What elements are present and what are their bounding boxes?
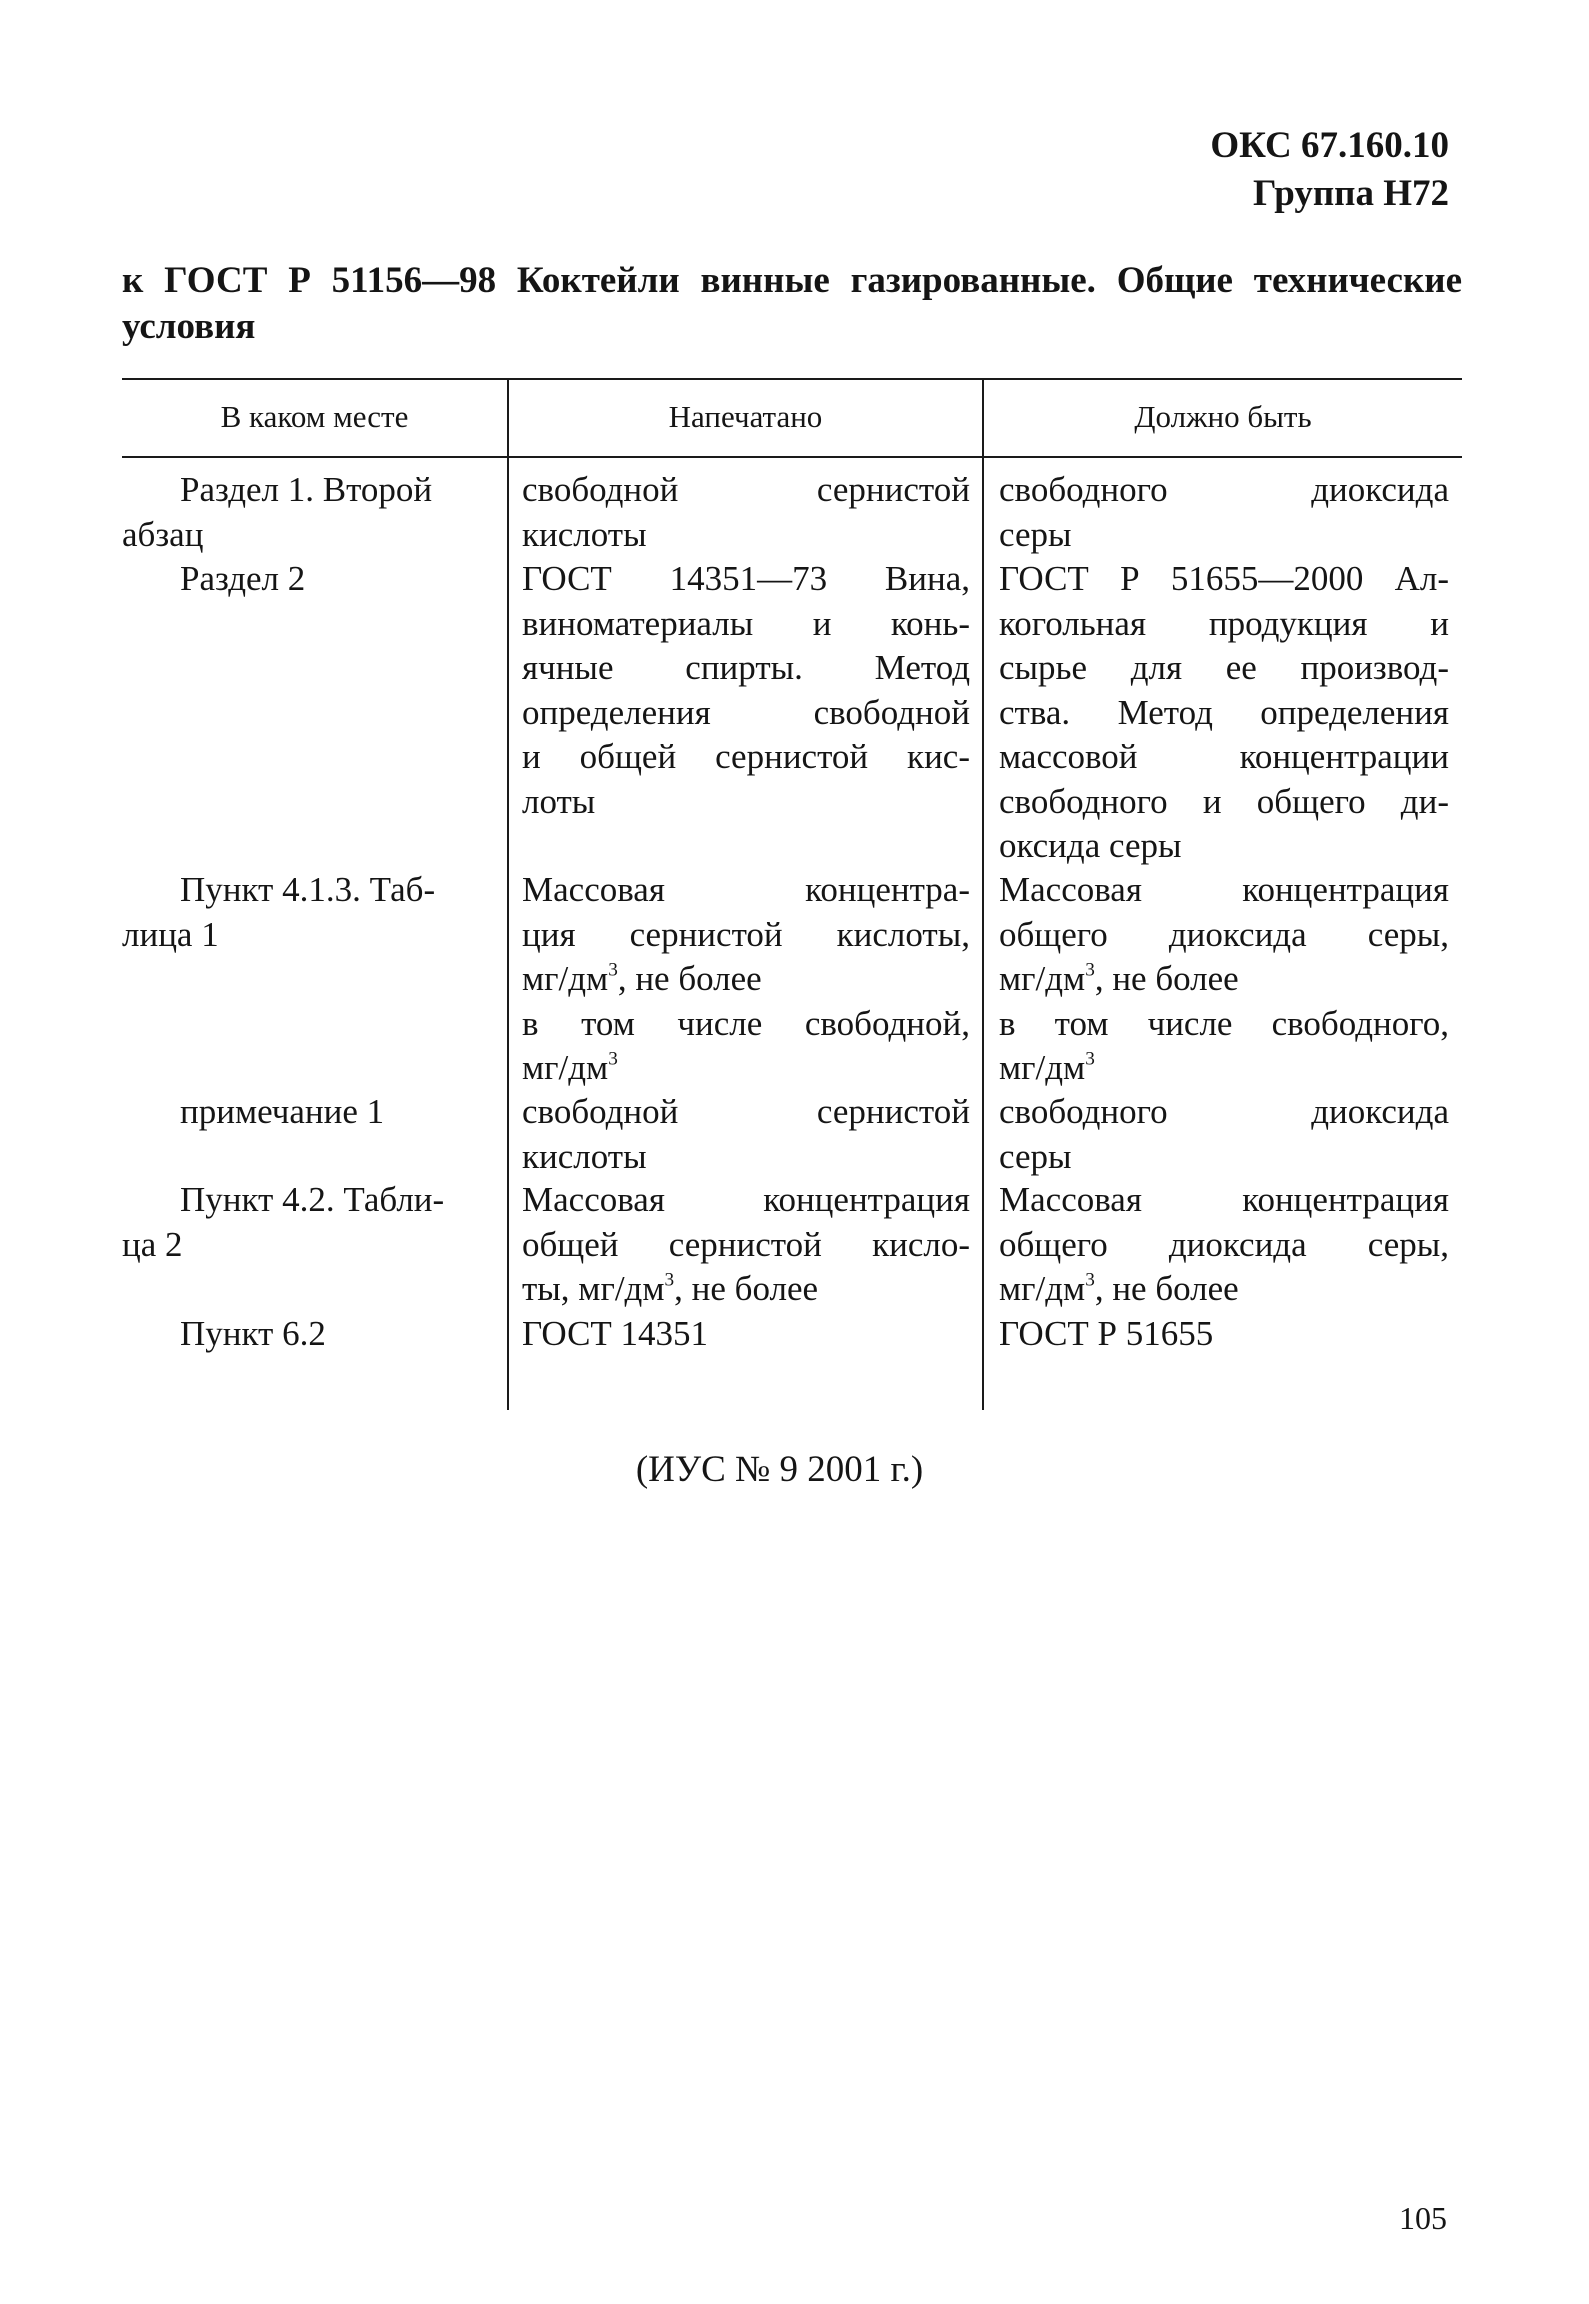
row-3-place-line-2: лица 1 [122, 914, 219, 954]
row-2-printed-line-6: лоты [522, 781, 596, 821]
row-1-should-be-line-2: серы [999, 514, 1072, 554]
row-2-printed [522, 557, 970, 824]
amendment-title-line-1: к ГОСТ Р 51156—98 Коктейли винные газированные. Общие технические [122, 260, 1462, 301]
row-5-printed-line-2: общей сернистой кисло- [522, 1224, 970, 1264]
row-3-place [122, 868, 492, 957]
row-4-place-line-1: примечание 1 [180, 1092, 385, 1131]
row-3-should-be-unit-2-exponent: 3 [1085, 1048, 1095, 1070]
oks-code: ОКС 67.160.10 [1210, 125, 1449, 166]
amendment-title-line-2: условия [122, 306, 256, 347]
classification-block [1210, 122, 1449, 218]
amendment-title [122, 258, 1462, 350]
row-3-should-be-unit: мг/дм [999, 959, 1086, 998]
row-2-printed-line-2: виноматериалы и конь- [522, 603, 970, 643]
row-4-printed-line-1: свободной сернистой [522, 1092, 970, 1131]
row-2-should-be-line-4: ства. Метод определения [999, 692, 1449, 732]
row-5-printed-unit: ты, мг/дм [522, 1269, 665, 1308]
row-3-printed-line-2: ция сернистой кислоты, [522, 914, 970, 954]
row-2-should-be-line-3: сырье для ее производ- [999, 648, 1449, 687]
row-5-place [122, 1178, 492, 1267]
row-2-should-be-line-5: массовой концентрации [999, 737, 1449, 776]
row-5-printed [522, 1178, 970, 1312]
row-5-should-be-line-1: Массовая концентрация [999, 1180, 1449, 1219]
row-5-printed-limit: , не более [674, 1269, 819, 1308]
row-3-should-be-unit-exponent: 3 [1085, 959, 1095, 981]
row-3-should-be-line-5 [999, 1046, 1449, 1091]
row-4-should-be-line-1: свободного диоксида [999, 1092, 1449, 1131]
row-2-printed-line-3: ячные спирты. Метод [522, 648, 970, 687]
row-1-printed-line-1: свободной сернистой [522, 470, 970, 509]
row-5-printed-line-1: Массовая концентрация [522, 1180, 970, 1219]
source-reference-text: (ИУС № 9 2001 г.) [635, 1449, 924, 1490]
row-1-place-line-2: абзац [122, 514, 204, 554]
row-5-should-be-unit-exponent: 3 [1085, 1269, 1095, 1291]
row-3-should-be-line-4: в том числе свободного, [999, 1003, 1449, 1043]
row-1-place [122, 468, 492, 557]
row-6-should-be-line-1: ГОСТ Р 51655 [999, 1314, 1214, 1353]
row-1-printed-line-2: кислоты [522, 514, 647, 554]
row-2-should-be-line-7: оксида серы [999, 826, 1182, 865]
row-4-printed [522, 1090, 970, 1179]
row-2-should-be-line-2: когольная продукция и [999, 603, 1449, 643]
row-6-printed [522, 1312, 970, 1357]
row-3-printed-unit-exponent: 3 [608, 959, 618, 981]
page-number: 105 [1399, 2200, 1447, 2236]
row-2-should-be-line-1: ГОСТ Р 51655—2000 Ал- [999, 559, 1449, 598]
row-5-should-be-unit: мг/дм [999, 1269, 1086, 1308]
row-2-printed-line-5: и общей сернистой кис- [522, 737, 970, 776]
row-5-should-be [999, 1178, 1449, 1312]
row-2-printed-line-1: ГОСТ 14351—73 Вина, [522, 559, 970, 598]
row-2-should-be-line-6: свободного и общего ди- [999, 781, 1449, 821]
row-3-printed-unit-2-exponent: 3 [608, 1048, 618, 1070]
row-3-printed-unit-2: мг/дм [522, 1048, 609, 1087]
row-5-should-be-limit: , не более [1094, 1269, 1239, 1308]
row-3-printed-line-5 [522, 1046, 970, 1091]
row-6-should-be [999, 1312, 1449, 1357]
row-1-should-be-line-1: свободного диоксида [999, 470, 1449, 509]
table-header-rule [122, 456, 1462, 458]
row-3-printed-line-3 [522, 957, 970, 1002]
row-3-should-be-line-2: общего диоксида серы, [999, 914, 1449, 954]
column-divider-1 [507, 378, 509, 1410]
row-4-place [122, 1090, 492, 1135]
column-header-printed: Напечатано [668, 399, 823, 434]
row-3-printed-limit: , не более [617, 959, 762, 998]
row-3-should-be-line-1: Массовая концентрация [999, 870, 1449, 909]
row-6-place [122, 1312, 492, 1357]
row-6-printed-line-1: ГОСТ 14351 [522, 1314, 709, 1353]
row-4-should-be [999, 1090, 1449, 1179]
row-1-printed [522, 468, 970, 557]
row-2-place-line-1: Раздел 2 [180, 559, 306, 598]
row-3-printed [522, 868, 970, 1091]
row-3-printed-line-1: Массовая концентра- [522, 870, 970, 909]
row-1-place-line-1: Раздел 1. Второй [180, 470, 433, 509]
row-1-should-be [999, 468, 1449, 557]
row-5-should-be-line-2: общего диоксида серы, [999, 1224, 1449, 1264]
row-3-should-be [999, 868, 1449, 1091]
row-5-place-line-2: ца 2 [122, 1224, 183, 1264]
column-header-should-be: Должно быть [1134, 399, 1312, 434]
source-reference [0, 1448, 1589, 1491]
group-code: Группа Н72 [1253, 173, 1449, 214]
row-3-should-be-limit: , не более [1094, 959, 1239, 998]
row-5-should-be-line-3 [999, 1267, 1449, 1312]
row-3-should-be-line-3 [999, 957, 1449, 1002]
column-divider-2 [982, 378, 984, 1410]
row-4-should-be-line-2: серы [999, 1136, 1072, 1176]
row-2-place [122, 557, 492, 602]
row-2-printed-line-4: определения свободной [522, 692, 970, 732]
row-6-place-line-1: Пункт 6.2 [180, 1314, 326, 1353]
row-5-printed-unit-exponent: 3 [664, 1269, 675, 1291]
row-4-printed-line-2: кислоты [522, 1136, 647, 1176]
row-5-place-line-1: Пункт 4.2. Табли- [180, 1180, 445, 1219]
column-header-place: В каком месте [220, 399, 409, 434]
row-3-printed-line-4: в том числе свободной, [522, 1003, 970, 1043]
row-3-should-be-unit-2: мг/дм [999, 1048, 1086, 1087]
row-2-should-be [999, 557, 1449, 869]
row-3-place-line-1: Пункт 4.1.3. Таб- [180, 870, 436, 909]
row-3-printed-unit: мг/дм [522, 959, 609, 998]
row-5-printed-line-3 [522, 1267, 970, 1312]
